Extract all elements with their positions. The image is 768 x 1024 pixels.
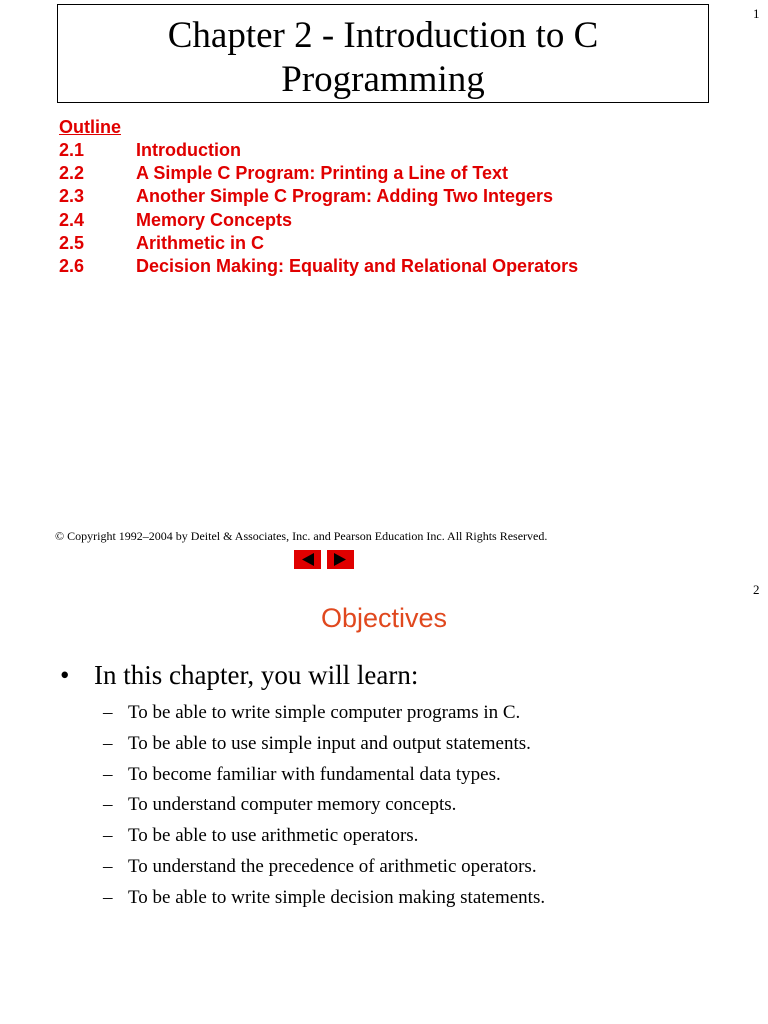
dash-icon: – [103, 702, 113, 723]
dash-icon: – [103, 763, 113, 785]
sub-bullet-text: To be able to write simple decision making statements. [128, 886, 546, 908]
outline-item-text: Another Simple C Program: Adding Two Integers [136, 186, 554, 207]
triangle-left-icon [294, 550, 321, 569]
main-bullet-text: In this chapter, you will learn: [94, 660, 419, 690]
slide-title-line-2: Programming [281, 59, 485, 100]
previous-slide-button[interactable] [294, 550, 321, 569]
slide-title-line-1: Chapter 2 - Introduction to C [167, 15, 599, 56]
sub-bullet [103, 730, 545, 761]
sub-bullet [103, 822, 545, 853]
outline-item-text: A Simple C Program: Printing a Line of Text [136, 163, 509, 184]
sub-bullet-list [103, 699, 545, 915]
objectives-title: Objectives [320, 603, 448, 633]
outline-item-number: 2.4 [59, 209, 85, 230]
outline-item-text: Decision Making: Equality and Relational Operators [136, 256, 579, 277]
sub-bullet-text: To be able to write simple computer programs in C. [128, 702, 521, 723]
sub-bullet [103, 699, 545, 730]
slide-title-box [57, 4, 709, 103]
sub-bullet [103, 791, 545, 822]
outline-item-number: 2.2 [59, 163, 85, 184]
sub-bullet [103, 761, 545, 792]
outline-item-number: 2.6 [59, 256, 85, 277]
outline-item-text: Introduction [136, 140, 241, 160]
next-slide-button[interactable] [327, 550, 354, 569]
page-number: 1 [753, 6, 760, 21]
main-bullet [60, 660, 418, 691]
dash-icon: – [103, 794, 113, 816]
outline-item [59, 185, 578, 208]
sub-bullet-text: To be able to use arithmetic operators. [128, 825, 419, 847]
dash-icon: – [103, 855, 113, 877]
outline-item-text: Arithmetic in C [136, 232, 265, 253]
outline-item [59, 162, 578, 185]
outline-item [59, 209, 578, 232]
dash-icon: – [103, 825, 113, 847]
outline-item-number: 2.3 [59, 186, 85, 207]
sub-bullet-text: To understand the precedence of arithmetic operators. [128, 855, 537, 877]
sub-bullet [103, 884, 545, 915]
dash-icon: – [103, 886, 113, 908]
sub-bullet-text: To be able to use simple input and output statements. [128, 732, 531, 754]
outline-item-number: 2.1 [59, 140, 85, 160]
outline-item-text: Memory Concepts [136, 209, 293, 230]
outline-heading: Outline [59, 117, 121, 137]
sub-bullet-text: To become familiar with fundamental data types. [128, 763, 501, 785]
sub-bullet-text: To understand computer memory concepts. [128, 794, 457, 816]
copyright-notice: © Copyright 1992–2004 by Deitel & Associates, Inc. and Pearson Education Inc. All Rights Reserved. [55, 529, 548, 543]
triangle-right-icon [327, 550, 354, 569]
outline-item-number: 2.5 [59, 232, 85, 253]
outline-item [59, 139, 578, 162]
outline [59, 116, 578, 278]
sub-bullet [103, 853, 545, 884]
outline-item [59, 255, 578, 278]
page-number: 2 [753, 582, 760, 597]
dash-icon: – [103, 732, 113, 754]
outline-item [59, 232, 578, 255]
bullet-icon: • [60, 660, 70, 690]
